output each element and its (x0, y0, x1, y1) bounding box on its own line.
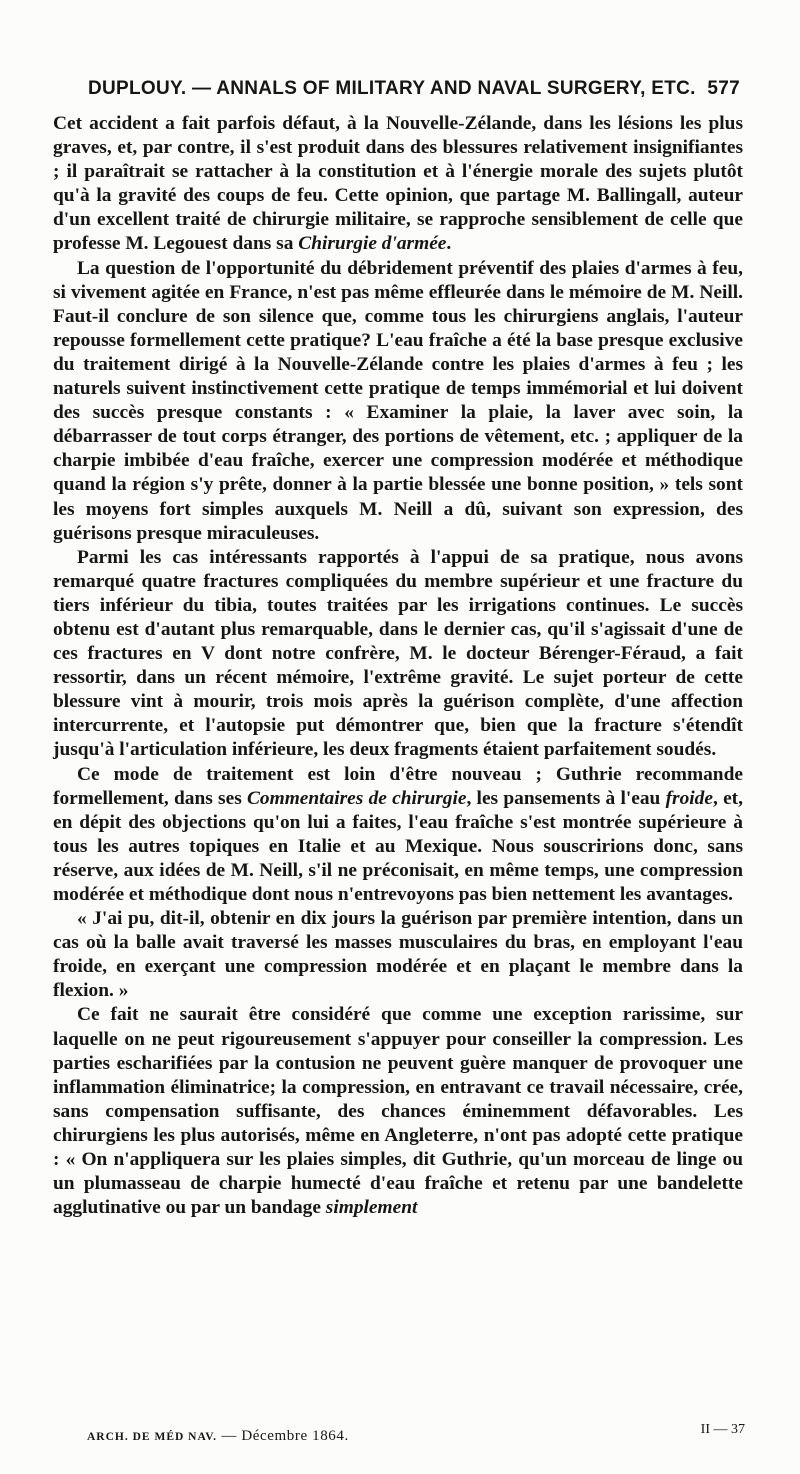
page-footer (75, 1422, 745, 1452)
italic-text: simplement (325, 1197, 418, 1219)
footer-journal: ARCH. DE MÉD NAV. (87, 1431, 217, 1443)
paragraph (53, 257, 743, 546)
body-text (53, 112, 743, 1220)
footer-separator: — (221, 1428, 237, 1444)
text-run: , et, en dépit des objections qu'on lui a faites, l'eau fraîche s'est montrée supérieure à tous les autres topiques en Italie et au Mexique. Nous souscririons donc, sans réserve, aux idées de M. Neill, s'il ne préconisait, en même temps, une compression modérée et méthodique dont nous n'entrevoyons pas bien nettement les avantages. (53, 787, 743, 905)
italic-text: Commentaires de chirurgie (246, 787, 467, 809)
paragraph (53, 907, 743, 1003)
footer-date: Décembre 1864. (241, 1428, 349, 1444)
footer-citation (87, 1428, 349, 1445)
footer-signature: II — 37 (700, 1422, 745, 1437)
running-header-title: DUPLOUY. — ANNALS OF MILITARY AND NAVAL SURGERY, ETC. (88, 78, 696, 99)
text-run: . (446, 233, 452, 255)
text-run: , les pansements à l'eau (466, 787, 666, 809)
paragraph (53, 1003, 743, 1220)
paragraph (53, 112, 743, 257)
text-run: Cet accident a fait parfois défaut, à la Nouvelle-Zélande, dans les lésions les plus graves, et, par contre, il s'est produit dans des blessures relativement insignifiantes ; il paraîtrait se rattacher à la constitution et à l'énergie morale des sujets plutôt qu'à la gravité des coups de feu. Cette opinion, que partage M. Ballingall, auteur d'un excellent traité de chirurgie militaire, se rapproche sensiblement de celle que professe M. Legouest dans sa (53, 113, 743, 255)
italic-text: Chirurgie d'armée (298, 233, 447, 255)
paragraph (53, 763, 743, 908)
italic-text: froide (665, 787, 713, 809)
paragraph (53, 546, 743, 763)
text-run: La question de l'opportunité du débridement préventif des plaies d'armes à feu, si vivement agitée en France, n'est pas même effleurée dans le mémoire de M. Neill. Faut-il conclure de son silence que, comme tous les chirurgiens anglais, l'auteur repousse formellement cette pratique? L'eau fraîche a été la base presque exclusive du traitement dirigé à la Nouvelle-Zélande contre les plaies d'armes à feu ; les naturels suivent instinctivement cette pratique de temps immémorial et lui doivent des succès presque constants : « Examiner la plaie, la laver avec soin, la débarrasser de tout corps étranger, des portions de vêtement, etc. ; appliquer de la charpie imbibée d'eau fraîche, exercer une compression modérée et méthodique quand la région s'y prête, donner à la partie blessée une bonne position, » tels sont les moyens fort simples auxquels M. Neill a dû, suivant son expression, des guérisons presque miraculeuses. (53, 257, 743, 544)
page-number: 577 (707, 78, 740, 99)
text-run: Ce mode de traitement est loin d'être nouveau ; Guthrie recommande formellement, dans ses (53, 763, 743, 809)
running-header (88, 70, 740, 102)
text-run: Parmi les cas intéressants rapportés à l'appui de sa pratique, nous avons remarqué quatre fractures compliquées du membre supérieur et une fracture du tiers inférieur du tibia, toutes traitées par les irrigations continues. Le succès obtenu est d'autant plus remarquable, dans le dernier cas, qu'il s'agissait d'une de ces fractures en V dont notre confrère, M. le docteur Bérenger-Féraud, a fait ressortir, dans un récent mémoire, l'extrême gravité. Le sujet porteur de cette blessure vint à mourir, trois mois après la guérison complète, d'une affection intercurrente, et l'autopsie put démontrer que, bien que la fracture s'étendît jusqu'à l'articulation inférieure, les deux fragments étaient parfaitement soudés. (53, 546, 743, 761)
text-run: « J'ai pu, dit-il, obtenir en dix jours la guérison par première intention, dans un cas où la balle avait traversé les masses musculaires du bras, en employant l'eau froide, en exerçant une compression modérée et en plaçant le membre dans la flexion. » (53, 908, 743, 1002)
text-run: Ce fait ne saurait être considéré que comme une exception rarissime, sur laquelle on ne peut rigoureusement s'appuyer pour conseiller la compression. Les parties escharifiées par la contusion ne peuvent guère manquer de provoquer une inflammation éliminatrice; la compression, en entravant ce travail nécessaire, crée, sans compensation suffisante, des chances éminemment défavorables. Les chirurgiens les plus autorisés, même en Angleterre, n'ont pas adopté cette pratique : « On n'appliquera sur les plaies simples, dit Guthrie, qu'un morceau de linge ou un plumasseau de charpie humecté d'eau fraîche et retenu par une bandelette agglutinative ou par un bandage (53, 1004, 743, 1219)
